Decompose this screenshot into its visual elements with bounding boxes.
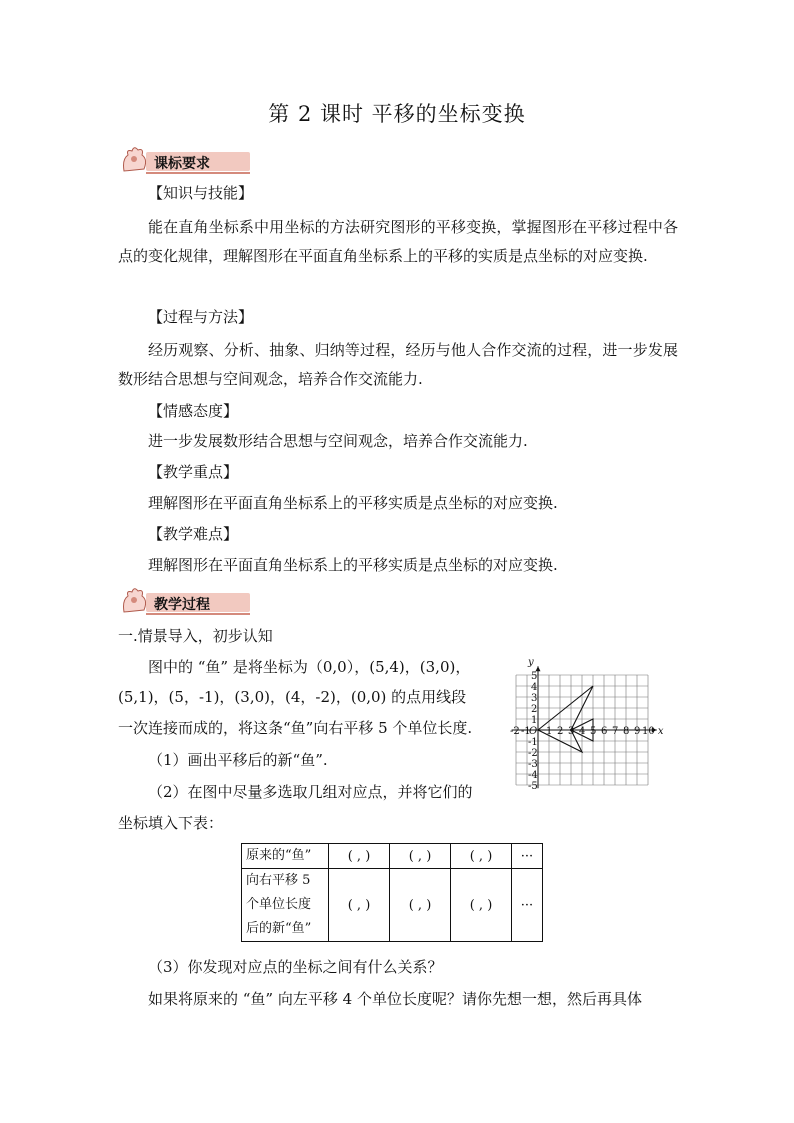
difficult-text: 理解图形在平面直角坐标系上的平移实质是点坐标的对应变换. [148, 556, 558, 574]
x-tick-label: 2 [557, 726, 564, 737]
row-header-line: 向右平移 5 [246, 873, 311, 888]
y-axis-label: y [528, 657, 534, 669]
x-tick-label: 6 [601, 726, 608, 737]
x-tick-label: 8 [623, 726, 630, 737]
y-tick-label: 4 [531, 682, 538, 693]
x-axis-label: x [657, 726, 664, 737]
process-heading: 【过程与方法】 [148, 308, 254, 326]
x-tick-label: 3 [568, 726, 575, 737]
row-header [242, 869, 329, 942]
table-cell-blank[interactable]: ( , ) [451, 844, 512, 869]
x-tick-label: -2 [510, 726, 520, 737]
question-3: （3）你发现对应点的坐标之间有什么关系？ [148, 958, 443, 976]
table-cell-blank[interactable]: ( , ) [390, 869, 451, 942]
knowledge-heading: 【知识与技能】 [148, 184, 254, 202]
emotion-text: 进一步发展数形结合思想与空间观念，培养合作交流能力. [148, 432, 528, 450]
intro-line-3: 一次连接而成的，将这条“鱼”向右平移 5 个单位长度. [118, 719, 473, 737]
table-cell-blank[interactable]: ( , ) [451, 869, 512, 942]
key-text: 理解图形在平面直角坐标系上的平移实质是点坐标的对应变换. [148, 494, 558, 512]
y-tick-label: 3 [531, 693, 538, 704]
table-row [242, 869, 543, 942]
question-2a: （2）在图中尽量多选取几组对应点，并将它们的 [148, 783, 473, 801]
section-banner-standards [118, 145, 250, 175]
section-banner-process [118, 586, 250, 616]
y-tick-label: -5 [528, 781, 538, 792]
x-tick-label: 5 [590, 726, 597, 737]
coordinate-grid-figure [500, 650, 680, 800]
table-cell-ellipsis: ··· [512, 869, 543, 942]
table-cell-ellipsis: ··· [512, 844, 543, 869]
page-title: 第 2 课时 平移的坐标变换 [268, 102, 526, 126]
question-4: 如果将原来的 “鱼” 向左平移 4 个单位长度呢？请你先想一想，然后再具体 [148, 990, 642, 1008]
row-header-line: 个单位长度 [246, 897, 312, 912]
difficult-heading: 【教学难点】 [148, 525, 239, 543]
table-cell-blank[interactable]: ( , ) [329, 869, 390, 942]
knowledge-text: 能在直角坐标系中用坐标的方法研究图形的平移变换，掌握图形在平移过程中各点的变化规律，理解图形在平面直角坐标系上的平移的实质是点坐标的对应变换. [118, 218, 678, 265]
table-cell-blank[interactable]: ( , ) [329, 844, 390, 869]
emotion-heading: 【情感态度】 [148, 402, 239, 420]
y-tick-label: 2 [531, 704, 538, 715]
y-tick-label: 5 [531, 671, 538, 682]
y-tick-label: -2 [528, 748, 538, 759]
coordinate-table [241, 843, 543, 942]
intro-subtitle: 一.情景导入，初步认知 [118, 627, 273, 645]
row-header-line: 后的新“鱼” [246, 921, 312, 936]
y-tick-label: -4 [528, 770, 538, 781]
banner-label: 课标要求 [154, 156, 210, 172]
y-tick-label: 1 [531, 715, 538, 726]
coordinate-grid [500, 650, 680, 800]
question-2b: 坐标填入下表： [118, 814, 224, 832]
x-tick-label: 10 [642, 726, 655, 737]
table-row [242, 844, 543, 869]
x-tick-label: 1 [546, 726, 553, 737]
y-tick-label: -3 [528, 759, 538, 770]
origin-label: O [529, 726, 538, 737]
x-tick-label: 9 [634, 726, 641, 737]
x-tick-label: 4 [579, 726, 586, 737]
x-tick-label: 7 [612, 726, 619, 737]
banner-label: 教学过程 [154, 597, 210, 613]
key-heading: 【教学重点】 [148, 463, 239, 481]
intro-line-2: (5,1)，(5，-1)，(3,0)，(4，-2)，(0,0) 的点用线段 [118, 688, 467, 706]
x-tick-label: -1 [521, 726, 531, 737]
y-tick-label: -1 [528, 737, 538, 748]
process-text: 经历观察、分析、抽象、归纳等过程，经历与他人合作交流的过程，进一步发展数形结合思想与空间观念，培养合作交流能力. [118, 341, 678, 388]
row-header: 原来的“鱼” [242, 844, 329, 869]
intro-line-1: 图中的 “鱼” 是将坐标为（0,0），(5,4)，(3,0)， [148, 658, 471, 676]
table-cell-blank[interactable]: ( , ) [390, 844, 451, 869]
question-1: （1）画出平移后的新“鱼”. [148, 751, 328, 769]
